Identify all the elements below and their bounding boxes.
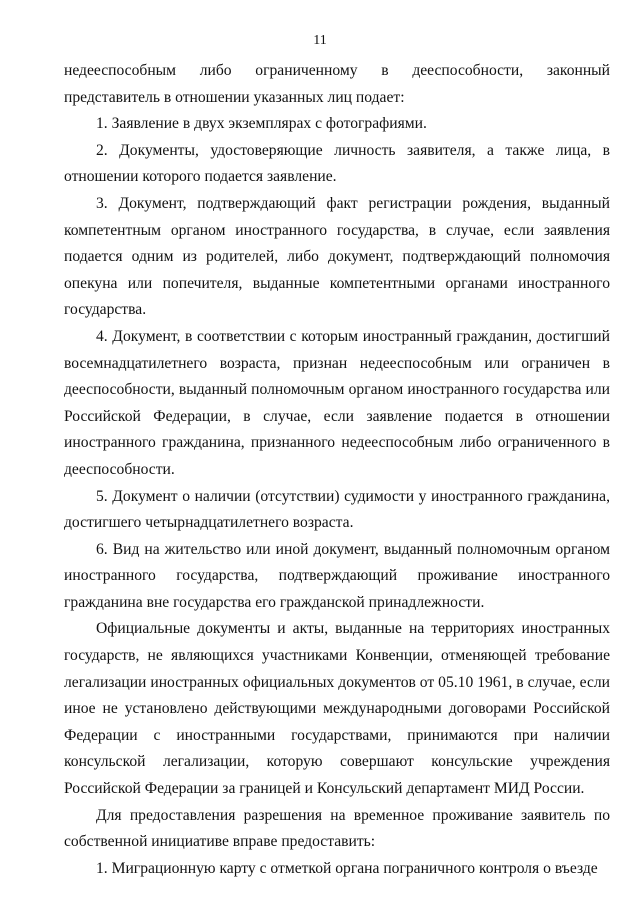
document-body xyxy=(64,58,610,882)
paragraph-item-1: 1. Заявление в двух экземплярах с фотографиями. xyxy=(96,115,427,133)
paragraph-item-4: 4. Документ, в соответствии с которым иностранный гражданин, достигший восемнадцатилетнего возраста, признан недееспособным или ограничен в дееспособности, выданный полномочным органом иностранного государства или Российской Федерации, в случае, если заявление подается в отношении иностранного гражданина, признанного недееспособным либо ограниченного в дееспособности. xyxy=(64,327,610,478)
paragraph-item-3: 3. Документ, подтверждающий факт регистрации рождения, выданный компетентным органом иностранного государства, в случае, если заявления подается одним из родителей, либо документ, подтверждающий полномочия опекуна или попечителя, выданные компетентными органами иностранного государства. xyxy=(64,194,610,319)
paragraph-legalization: Официальные документы и акты, выданные на территориях иностранных государств, не являющихся участниками Конвенции, отменяющей требование легализации иностранных официальных документов от 05.10 1961, в случае, если иное не установлено действующими международными договорами Российской Федерации с иностранными государствами, принимаются при наличии консульской легализации, которую совершают консульские учреждения Российской Федерации за границей и Консульский департамент МИД России. xyxy=(64,620,610,798)
paragraph-optional-item-1: 1. Миграционную карту с отметкой органа пограничного контроля о въезде xyxy=(96,859,598,877)
paragraph-item-2: 2. Документы, удостоверяющие личность заявителя, а также лица, в отношении которого подается заявление. xyxy=(64,141,610,186)
paragraph-item-5: 5. Документ о наличии (отсутствии) судимости у иностранного гражданина, достигшего четырнадцатилетнего возраста. xyxy=(64,487,610,532)
paragraph-item-6: 6. Вид на жительство или иной документ, выданный полномочным органом иностранного государства, подтверждающий проживание иностранного гражданина вне государства его гражданской принадлежности. xyxy=(64,540,610,611)
paragraph-optional-docs-intro: Для предоставления разрешения на временное проживание заявитель по собственной инициативе вправе предоставить: xyxy=(64,806,610,851)
paragraph-continuation: недееспособным либо ограниченному в дееспособности, законный представитель в отношении указанных лиц подает: xyxy=(64,62,610,106)
page-number: 11 xyxy=(313,33,327,48)
